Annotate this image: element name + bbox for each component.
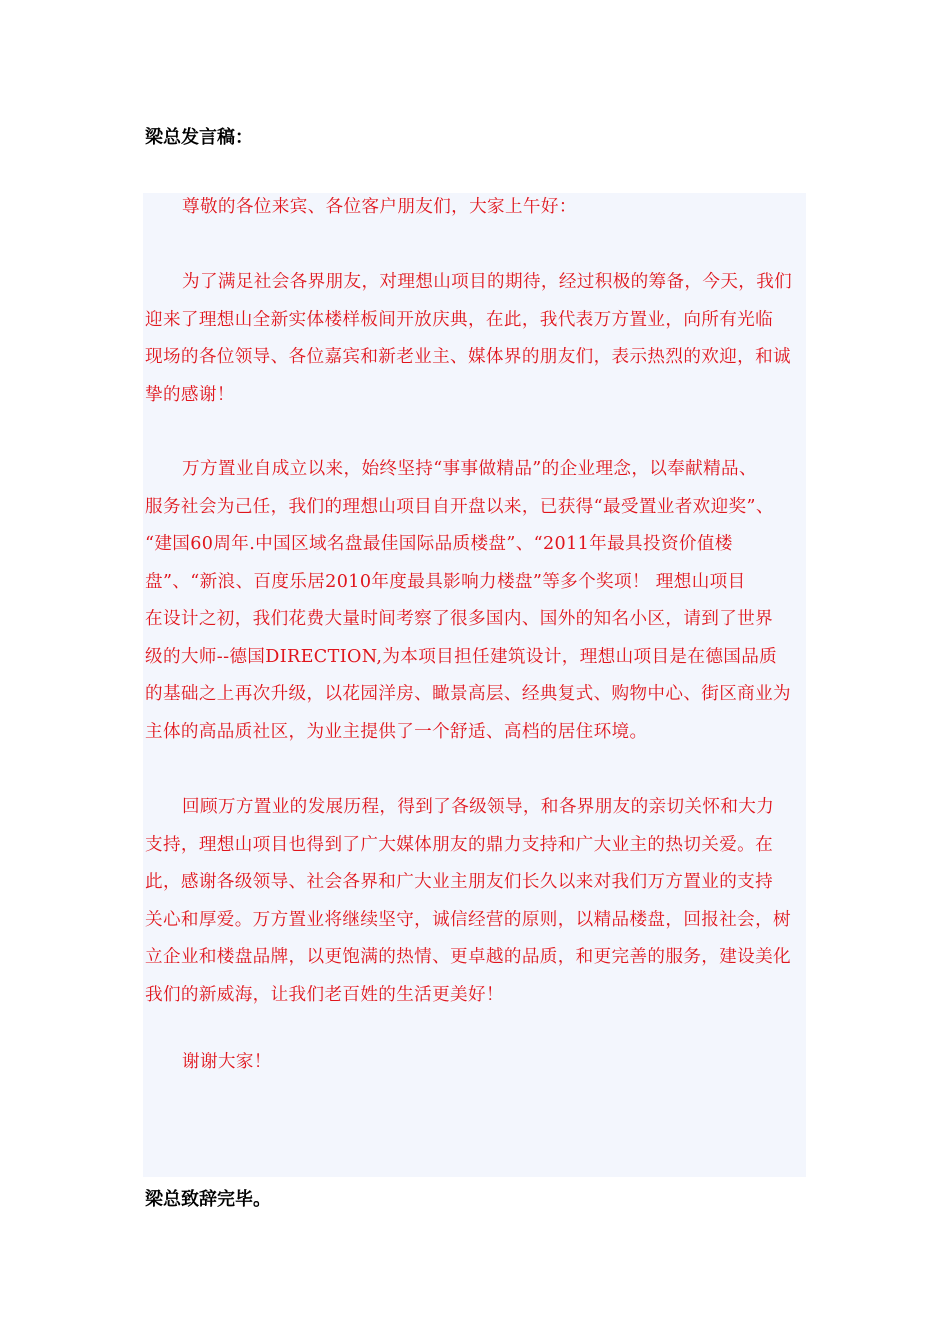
- paragraph-line: 服务社会为己任，我们的理想山项目自开盘以来，已获得“最受置业者欢迎奖”、: [145, 496, 774, 517]
- paragraph-line: 立企业和楼盘品牌，以更饱满的热情、更卓越的品质，和更完善的服务，建设美化: [145, 947, 791, 967]
- paragraph-line: 的基础之上再次升级，以花园洋房、瞰景高层、经典复式、购物中心、街区商业为: [145, 684, 791, 704]
- greeting-line: 尊敬的各位来宾、各位客户朋友们，大家上午好：: [182, 197, 577, 217]
- paragraph-line: 在设计之初，我们花费大量时间考察了很多国内、国外的知名小区，请到了世界: [145, 609, 774, 629]
- paragraph-line: 现场的各位领导、各位嘉宾和新老业主、媒体界的朋友们，表示热烈的欢迎，和诚: [145, 347, 791, 367]
- document-title: 梁总发言稿：: [145, 127, 253, 148]
- speech-greeting: [145, 189, 813, 227]
- document-closing-note: 梁总致辞完毕。: [145, 1189, 271, 1210]
- paragraph-line: 迎来了理想山全新实体楼样板间开放庆典，在此，我代表万方置业，向所有光临: [145, 309, 774, 330]
- paragraph-line: 支持，理想山项目也得到了广大媒体朋友的鼎力支持和广大业主的热切关爱。在: [145, 834, 774, 855]
- paragraph-line: 回顾万方置业的发展历程，得到了各级领导，和各界朋友的亲切关怀和大力: [182, 797, 775, 817]
- paragraph-line: 此，感谢各级领导、社会各界和广大业主朋友们长久以来对我们万方置业的支持: [145, 872, 774, 892]
- paragraph-line: 挚的感谢！: [145, 384, 235, 405]
- speech-thanks-paragraph: [145, 789, 813, 1014]
- paragraph-line: 关心和厚爱。万方置业将继续坚守，诚信经营的原则，以精品楼盘，回报社会，树: [145, 909, 791, 930]
- paragraph-line: “建国60周年.中国区域名盘最佳国际品质楼盘”、“2011年最具投资价值楼: [145, 534, 733, 554]
- paragraph-line: 我们的新威海，让我们老百姓的生活更美好！: [145, 984, 504, 1005]
- paragraph-line: 主体的高品质社区，为业主提供了一个舒适、高档的居住环境。: [145, 721, 648, 742]
- speech-ending: [145, 1044, 813, 1082]
- speech-welcome-paragraph: [145, 264, 813, 414]
- paragraph-line: 为了满足社会各界朋友，对理想山项目的期待，经过积极的筹备，今天，我们: [182, 272, 793, 292]
- paragraph-line: 万方置业自成立以来，始终坚持“事事做精品”的企业理念，以奉献精品、: [182, 459, 757, 479]
- paragraph-line: 盘”、“新浪、百度乐居2010年度最具影响力楼盘”等多个奖项！ 理想山项目: [145, 571, 746, 592]
- ending-line: 谢谢大家！: [182, 1052, 272, 1072]
- paragraph-line: 级的大师--德国DIRECTION,为本项目担任建筑设计，理想山项目是在德国品质: [145, 646, 778, 667]
- speech-awards-paragraph: [145, 451, 813, 751]
